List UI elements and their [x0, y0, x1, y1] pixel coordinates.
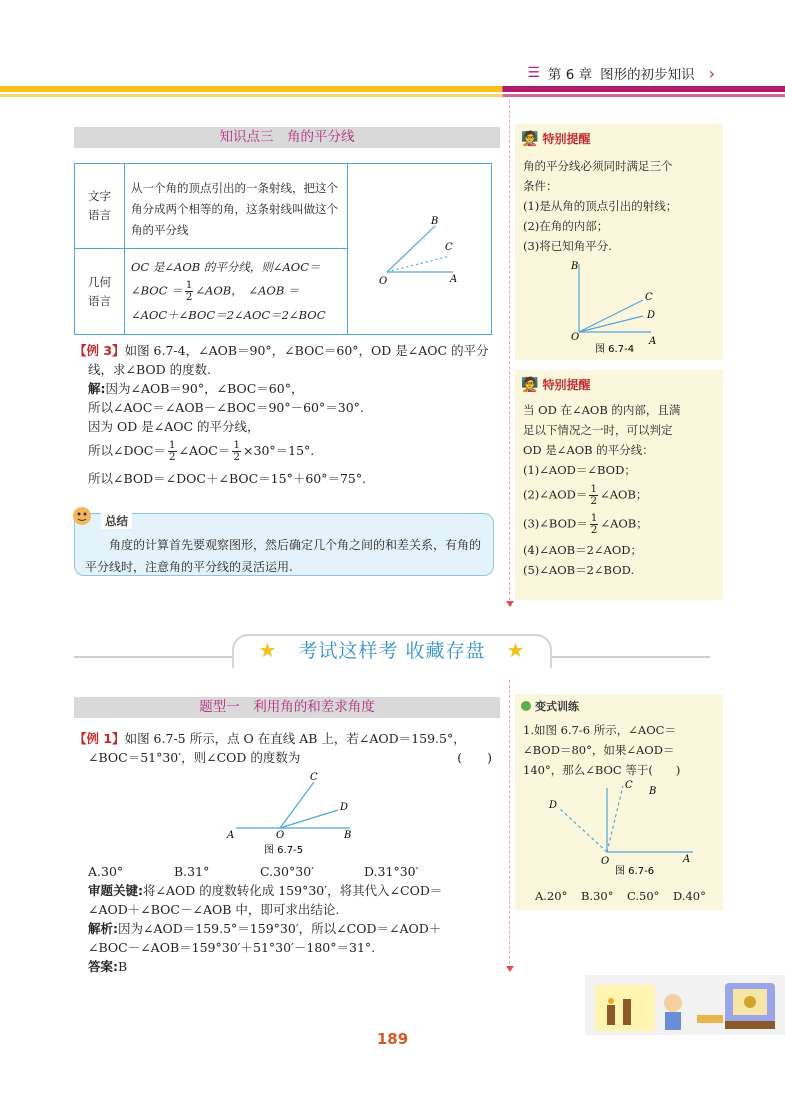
chevron-right-icon[interactable]: › [708, 63, 715, 83]
list-icon: ☰ [527, 65, 540, 81]
option-a: A.20° [535, 889, 568, 903]
star-icon: ★ [258, 638, 278, 662]
label-b: B [431, 216, 439, 227]
page-number: 189 [376, 1030, 409, 1048]
row-label: 文字语言 [75, 164, 125, 248]
chapter-header [527, 63, 715, 83]
tip-box-1 [515, 124, 723, 360]
option-c: C.50° [627, 889, 660, 903]
chapter-number: 第 6 章 [547, 67, 593, 83]
leaf-icon [521, 701, 531, 711]
label-o: O [379, 276, 388, 287]
mascot-icon: 🧑‍🏫 [521, 376, 539, 393]
solution: 审题关键:将∠AOD 的度数转化成 159°30′，将其代入∠COD＝ ∠AOD＋∠BOC－∠AOB 中，即可求出结论. 解析:因为∠AOD＝159.5°＝159°30′，所以∠COD＝∠AOD＋ ∠BOC－∠AOB＝159°30′＋51°30′－180°＝31°. 答案:B [88, 883, 443, 974]
label-o: O [601, 856, 610, 867]
example-tag: 【例 3】 [74, 343, 125, 358]
summary-title: 总结 [101, 513, 132, 529]
example-tag: 【例 1】 [74, 731, 125, 746]
row-value: 从一个角的顶点引出的一条射线，把这个角分成两个相等的角，这条射线叫做这个角的平分线 [131, 181, 338, 237]
option-c: C.30°30′ [260, 864, 314, 879]
options [88, 862, 498, 881]
figure-6-7-6 [545, 776, 705, 876]
header-bar-thin [0, 94, 785, 97]
label-b: B [649, 786, 657, 797]
banner: ★ 考试这样考 收藏存盘 ★ [258, 638, 526, 662]
example-3: 【例 3】如图 6.7-4，∠AOB＝90°，∠BOC＝60°，OD 是∠AOC 的平分 线，求∠BOD 的度数. 解:因为∠AOB＝90°，∠BOC＝60°， 所以∠AOC＝∠AOB－∠BOC＝90°－60°＝30°. 因为 OD 是∠AOC 的平分线， 所以∠DOC＝ $\frac{1}{2}$ ∠AOC＝ $\frac{1}{2}$ ×30°＝15°. 所以∠BOD＝∠DOC＋∠BOC＝15°＋60°＝75°. [74, 343, 489, 486]
tip-title: 特别提醒 [542, 132, 591, 146]
option-b: B.30° [581, 889, 614, 903]
label-c: C [445, 242, 453, 253]
tip-title: 特别提醒 [542, 378, 591, 392]
mascot-icon: 🧑‍🏫 [521, 130, 539, 147]
option-b: B.31° [174, 864, 210, 879]
label-a: A [683, 854, 691, 865]
label-c: C [625, 780, 633, 791]
summary-text: 角度的计算首先要观察图形，然后确定几个角之间的和差关系，有角的平分线时，注意角的平分线的灵活运用. [85, 538, 482, 574]
star-icon: ★ [506, 638, 526, 662]
definition-table [74, 163, 492, 335]
label-d: D [647, 310, 656, 321]
option-d: D.40° [673, 889, 706, 903]
label-c: C [645, 292, 653, 303]
label-a: A [227, 830, 235, 841]
bisector-figure [375, 204, 475, 294]
header-bar [0, 86, 785, 92]
tip-text: 当 OD 在∠AOB 的内部，且满 足以下情况之一时，可以判定 OD 是∠AOB 的平分线： (1)∠AOD＝∠BOD； (2)∠AOD＝ $\frac{1}{2}$ ∠AOB； (3)∠BOD＝ $\frac{1}{2}$ ∠AOB； (4)∠AOB＝2∠AOD； (5)∠AOB＝2∠BOD. [523, 403, 681, 577]
option-d: D.31°30′ [364, 864, 419, 879]
practice-options [535, 886, 725, 906]
tip-text: 角的平分线必须同时满足三个 条件： (1)是从角的顶点引出的射线； (2)在角的内部； (3)将已知角平分. [523, 159, 678, 253]
section-title: 知识点三 角的平分线 [74, 127, 500, 148]
row-label: 几何语言 [75, 249, 125, 334]
label-d: D [340, 802, 349, 813]
table-row-text-language [75, 164, 347, 249]
label-a: A [649, 336, 657, 347]
label-c: C [310, 772, 318, 783]
section-title: 题型一 利用角的和差求角度 [74, 697, 500, 718]
summary-box [74, 513, 494, 576]
tip-box-2 [515, 370, 723, 600]
practice-title: 变式训练 [535, 700, 579, 713]
practice-text: 1.如图 6.7-6 所示，∠AOC＝ ∠BOD＝80°，如果∠AOD＝ 140°，那么∠BOC 等于( ) [523, 723, 681, 777]
practice-box [515, 694, 723, 910]
label-d: D [549, 800, 558, 811]
example-1: 【例 1】如图 6.7-5 所示，点 O 在直线 AB 上，若∠AOD＝159.5°， ∠BOC＝51°30′，则∠COD 的度数为 ( ) [74, 731, 492, 765]
figure-6-7-4 [567, 256, 677, 356]
figure-caption: 图 6.7-4 [595, 344, 635, 355]
label-a: A [450, 274, 458, 285]
answer-paren: ( ) [457, 750, 492, 765]
decorative-illustration [585, 975, 785, 1035]
label-b: B [571, 261, 579, 272]
figure-6-7-5 [222, 770, 362, 858]
figure-caption: 图 6.7-6 [615, 866, 655, 876]
figure-caption: 图 6.7-5 [264, 845, 304, 856]
option-a: A.30° [88, 864, 124, 879]
row-value: OC 是∠AOB 的平分线，则∠AOC＝ ∠BOC ＝ $\frac{1}{2}$ ∠AOB， ∠AOB ＝ ∠AOC＋∠BOC＝2∠AOC＝2∠BOC [131, 260, 326, 322]
mascot-icon [69, 502, 95, 528]
chapter-title: 图形的初步知识 [600, 67, 695, 83]
label-o: O [276, 830, 285, 841]
label-o: O [571, 332, 580, 343]
label-b: B [344, 830, 352, 841]
table-row-geometry-language [75, 249, 347, 334]
